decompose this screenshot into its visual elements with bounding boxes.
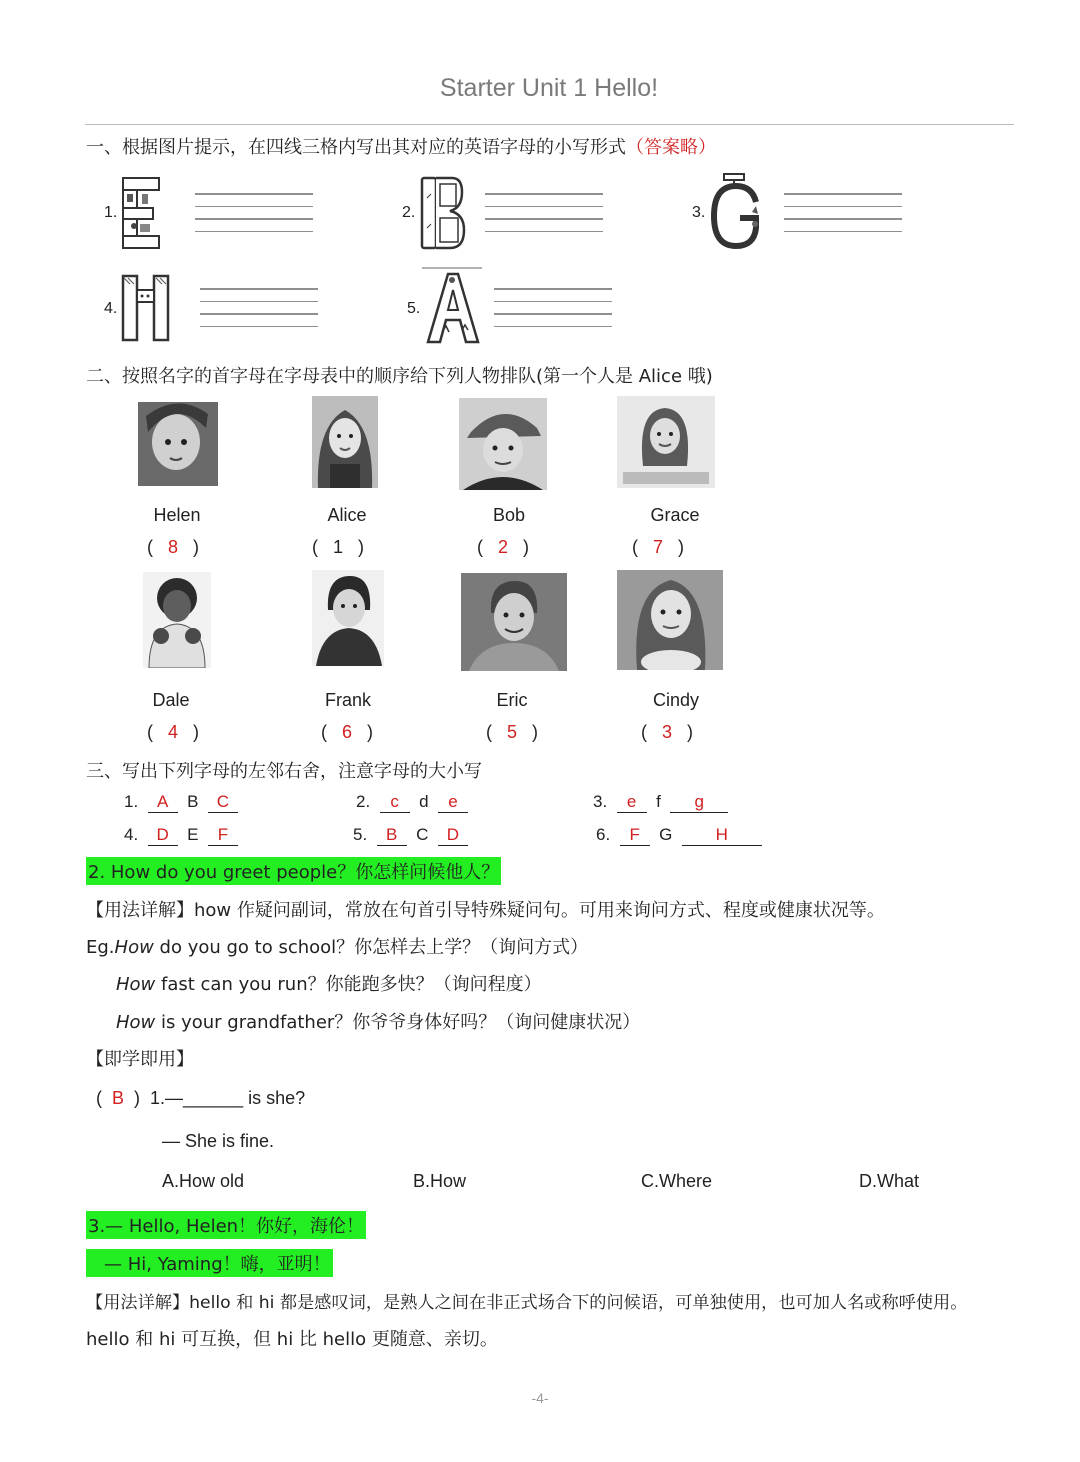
title-divider	[85, 124, 1014, 125]
item-number: 1.	[124, 792, 139, 811]
question-line: ( B ) 1.—______ is she?	[96, 1088, 306, 1108]
letter-item-number: 5.	[407, 300, 421, 317]
section1-heading	[86, 133, 716, 159]
given-letter: f	[656, 792, 661, 811]
example-line	[116, 1008, 640, 1034]
example-keyword: How	[116, 1012, 156, 1033]
page-title: Starter Unit 1 Hello!	[439, 74, 659, 102]
section2-heading: 二、按照名字的首字母在字母表中的顺序给下列人物排队(第一个人是 Alice 哦)	[86, 366, 713, 387]
order-answer-value: 1	[332, 537, 343, 557]
person-name: Frank	[324, 690, 371, 710]
point3-line2: — Hi, Yaming！嗨，亚明！	[86, 1249, 333, 1277]
order-answer: ( 1 )	[312, 537, 364, 557]
point2-usage: 【用法详解】how 作疑问副词，常放在句首引导特殊疑问句。可用来询问方式、程度或健康状况等。	[86, 900, 885, 921]
letter-b-picture	[418, 174, 470, 252]
letter-item-number: 1.	[104, 204, 118, 221]
option-d: D.What	[859, 1171, 920, 1191]
person-name: Dale	[152, 690, 190, 710]
left-neighbor: F	[620, 825, 650, 846]
option-c: C.Where	[641, 1171, 713, 1191]
left-neighbor: c	[380, 792, 410, 813]
photo-alice	[312, 396, 378, 488]
photo-eric	[461, 573, 567, 671]
practice-label: 【即学即用】	[86, 1049, 194, 1070]
question-stem: 1.—______ is she?	[150, 1088, 306, 1108]
item-number: 3.	[593, 792, 608, 811]
given-letter: C	[416, 825, 429, 844]
writing-lines	[485, 193, 603, 233]
writing-lines	[195, 193, 313, 233]
person-name: Grace	[650, 505, 700, 525]
neighbor-item	[596, 825, 762, 846]
photo-bob	[459, 398, 547, 490]
photo-dale	[143, 572, 211, 668]
example-text: fast can you run？你能跑多快？（询问程度）	[155, 974, 542, 995]
page-number: -4-	[531, 1390, 549, 1406]
letter-item-number: 3.	[692, 204, 706, 221]
photo-helen	[138, 402, 218, 486]
left-neighbor: D	[148, 825, 178, 846]
example-text: is your grandfather？你爷爷身体好吗？（询问健康状况）	[155, 1012, 641, 1033]
left-neighbor: e	[617, 792, 647, 813]
right-neighbor: H	[682, 825, 762, 846]
right-neighbor: e	[438, 792, 468, 813]
order-answer: ( 2 )	[477, 537, 529, 557]
person-name: Alice	[327, 505, 367, 525]
point3-usage: 【用法详解】hello 和 hi 都是感叹词，是熟人之间在非正式场合下的问候语，可单独使用，也可加人名或称呼使用。	[86, 1293, 968, 1313]
neighbor-item	[353, 825, 468, 846]
option-b: B.How	[413, 1171, 467, 1191]
point3-usage-cont: hello 和 hi 可互换，但 hi 比 hello 更随意、亲切。	[86, 1329, 498, 1350]
item-number: 2.	[356, 792, 371, 811]
left-neighbor: B	[377, 825, 407, 846]
writing-lines	[494, 288, 612, 328]
given-letter: B	[187, 792, 199, 811]
letter-h-picture	[120, 272, 172, 350]
letter-g-picture	[708, 172, 760, 250]
order-answer-value: 5	[506, 722, 517, 742]
neighbor-item	[124, 792, 238, 813]
order-answer-value: 8	[167, 537, 178, 557]
order-answer: ( 4 )	[147, 722, 199, 742]
order-answer-value: 4	[167, 722, 178, 742]
photo-grace	[617, 396, 715, 488]
given-letter: E	[187, 825, 199, 844]
order-answer-value: 7	[652, 537, 663, 557]
order-answer-value: 3	[661, 722, 672, 742]
section1-answer-note: （答案略）	[626, 137, 716, 158]
order-answer: ( 5 )	[486, 722, 538, 742]
left-neighbor: A	[148, 792, 178, 813]
right-neighbor: C	[208, 792, 238, 813]
order-answer: ( 8 )	[147, 537, 199, 557]
example-keyword: How	[114, 937, 154, 958]
order-answer-value: 2	[497, 537, 508, 557]
person-name: Bob	[492, 505, 526, 525]
right-neighbor: g	[670, 792, 728, 813]
person-name: Cindy	[652, 690, 700, 710]
given-letter: d	[419, 792, 429, 811]
right-neighbor: F	[208, 825, 238, 846]
letter-item-number: 4.	[104, 300, 118, 317]
point3-line1: 3.— Hello, Helen！你好，海伦！	[86, 1211, 366, 1239]
item-number: 6.	[596, 825, 611, 844]
item-number: 4.	[124, 825, 139, 844]
eg-prefix: Eg.	[86, 937, 115, 958]
photo-cindy	[617, 570, 723, 670]
example-keyword: How	[116, 974, 156, 995]
item-number: 5.	[353, 825, 368, 844]
neighbor-item	[124, 825, 238, 846]
example-text: do you go to school？你怎样去上学？（询问方式）	[153, 937, 589, 958]
person-name: Eric	[496, 690, 528, 710]
order-answer: ( 3 )	[641, 722, 693, 742]
writing-lines	[784, 193, 902, 233]
order-answer: ( 6 )	[321, 722, 373, 742]
example-line	[86, 933, 588, 959]
option-a: A.How old	[162, 1171, 245, 1191]
section3-heading: 三、写出下列字母的左邻右舍，注意字母的大小写	[86, 761, 482, 782]
neighbor-item	[356, 792, 468, 813]
letter-e-picture	[120, 174, 172, 252]
section1-heading-text: 一、根据图片提示，在四线三格内写出其对应的英语字母的小写形式	[86, 137, 626, 158]
order-answer: ( 7 )	[632, 537, 684, 557]
letter-a-picture	[422, 266, 474, 344]
neighbor-item	[593, 792, 728, 813]
order-answer-value: 6	[341, 722, 352, 742]
question-reply: — She is fine.	[162, 1131, 275, 1151]
person-name: Helen	[153, 505, 201, 525]
writing-lines	[200, 288, 318, 328]
photo-frank	[312, 570, 384, 666]
example-line	[116, 970, 542, 996]
question-answer: B	[112, 1088, 125, 1108]
right-neighbor: D	[438, 825, 468, 846]
letter-item-number: 2.	[402, 204, 416, 221]
point2-heading: 2. How do you greet people？你怎样问候他人？	[86, 857, 501, 885]
given-letter: G	[659, 825, 673, 844]
